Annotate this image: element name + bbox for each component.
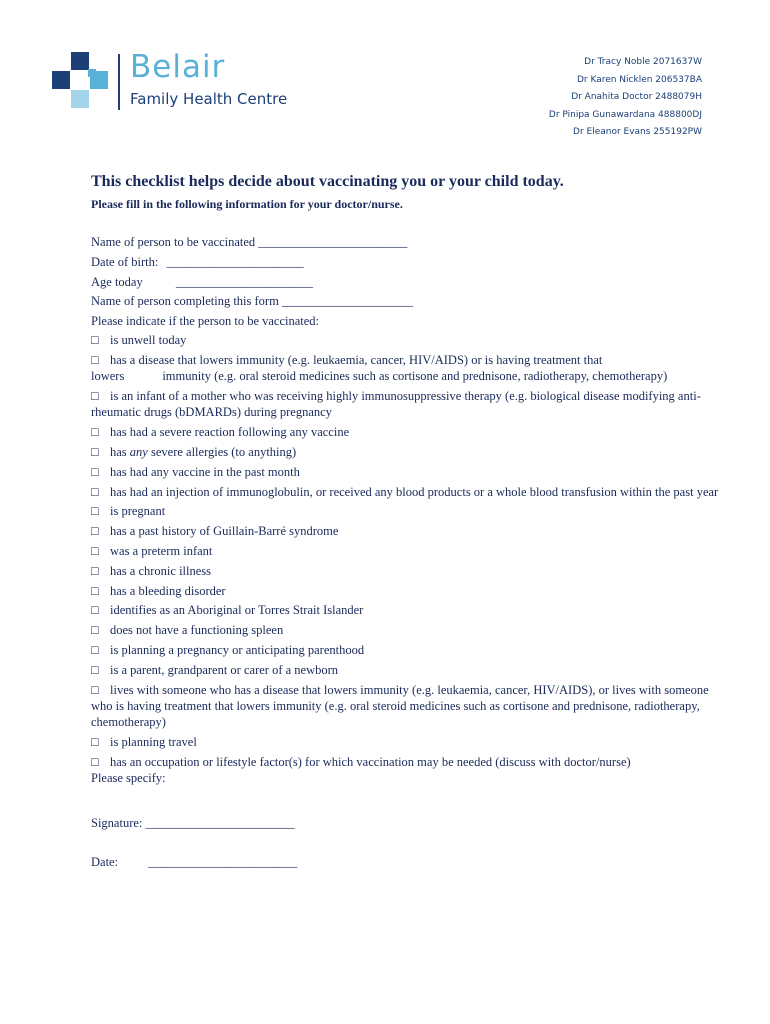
- form-content: [91, 172, 721, 872]
- cross-logo-icon: [52, 52, 108, 108]
- item-label: severe allergies (to anything): [150, 444, 297, 459]
- name-label: Name of person to be vaccinated: [91, 235, 256, 249]
- specify-label: Please specify:: [91, 771, 166, 786]
- checklist-item-aboriginal: [91, 602, 721, 618]
- checkbox[interactable]: □: [91, 754, 99, 769]
- age-field-row: [91, 273, 721, 293]
- checklist-item-chronic: [91, 563, 721, 579]
- checkbox[interactable]: □: [91, 388, 99, 403]
- completer-label: Name of person completing this form: [91, 294, 279, 309]
- item-label: has had any vaccine in the past month: [110, 464, 300, 479]
- date-row: [91, 852, 721, 872]
- item-label: has a chronic illness: [110, 563, 212, 578]
- item-label: immunity (e.g. oral steroid medicines such as cortisone and prednisone, radiotherapy, chemotherapy): [162, 369, 668, 384]
- personal-fields: [91, 233, 721, 332]
- checkbox[interactable]: □: [91, 444, 99, 459]
- checklist-item-occupation: [91, 754, 721, 787]
- checkbox[interactable]: □: [91, 563, 99, 578]
- item-label: identifies as an Aboriginal or Torres Strait Islander: [110, 603, 364, 618]
- checklist-items: [91, 332, 721, 787]
- item-label: has had an injection of immunoglobulin, or received any blood products or a whole blood transfusion within the past year: [110, 484, 719, 499]
- item-label: is planning a pregnancy or anticipating parenthood: [110, 642, 365, 657]
- checklist-item-unwell: [91, 332, 721, 348]
- item-label: has a past history of Guillain-Barré syndrome: [110, 524, 339, 539]
- item-label: is a parent, grandparent or carer of a newborn: [110, 662, 339, 677]
- checklist-item-pregnant: [91, 503, 721, 519]
- doctor-entry: Dr Eleanor Evans 255192PW: [573, 127, 702, 137]
- item-label: does not have a functioning spleen: [110, 623, 284, 638]
- checkbox[interactable]: □: [91, 464, 99, 479]
- checklist-item-travel: [91, 734, 721, 750]
- item-label: has a bleeding disorder: [110, 583, 226, 598]
- checklist-item-immunity: [91, 352, 721, 385]
- checklist-item-newborn: [91, 662, 721, 678]
- checklist-item-planning-pregnancy: [91, 642, 721, 658]
- doctor-entry: Dr Pinipa Gunawardana 488800DJ: [548, 109, 702, 120]
- date-blank[interactable]: _________________________: [148, 854, 297, 869]
- item-label: is unwell today: [110, 332, 187, 347]
- name-blank[interactable]: _________________________: [258, 235, 408, 249]
- checklist-item-bleeding: [91, 583, 721, 599]
- signature-row: [91, 813, 721, 833]
- checkbox[interactable]: □: [91, 682, 99, 697]
- dob-blank[interactable]: _______________________: [166, 254, 304, 269]
- checkbox[interactable]: □: [91, 524, 99, 539]
- item-label: has a disease that lowers immunity (e.g. leukaemia, cancer, HIV/AIDS) or is having treatment that: [110, 352, 603, 367]
- item-label: lives with someone who has a disease that lowers immunity (e.g. leukaemia, cancer, HIV/AIDS), or lives with someone who is having treatment that lowers immunity (e.g. oral steroid medicines such as cortisone and prednisone, radiotherapy, chemotherapy): [91, 682, 709, 730]
- doctor-list: [549, 54, 702, 142]
- logo-name: Belair: [130, 49, 226, 85]
- checkbox[interactable]: □: [91, 603, 99, 618]
- belair-logo: [52, 49, 322, 114]
- form-title: This checklist helps decide about vaccinating you or your child today.: [91, 173, 564, 190]
- checklist-item-guillain: [91, 523, 721, 539]
- doctor-entry: Dr Anahita Doctor 2488079H: [571, 92, 702, 102]
- checkbox[interactable]: □: [91, 623, 99, 638]
- checklist-item-severe-reaction: [91, 424, 721, 440]
- item-label: has an occupation or lifestyle factor(s) for which vaccination may be needed (discuss with doctor/nurse): [110, 754, 631, 769]
- checklist-item-allergies: [91, 444, 721, 460]
- doctor-entry: Dr Karen Nicklen 206537BA: [576, 74, 702, 85]
- checklist-item-spleen: [91, 622, 721, 638]
- indicate-label: Please indicate if the person to be vaccinated:: [91, 314, 320, 329]
- checklist-item-lives-with: [91, 682, 721, 731]
- checkbox[interactable]: □: [91, 642, 99, 657]
- checkbox[interactable]: □: [91, 352, 99, 367]
- logo-divider: [118, 54, 120, 110]
- item-label: lowers: [91, 369, 125, 384]
- item-label: is an infant of a mother who was receiving highly immunosuppressive therapy (e.g. biological disease modifying anti-rheumatic drugs (bDMARDs) during pregnancy: [91, 388, 701, 420]
- age-blank[interactable]: _______________________: [175, 274, 313, 289]
- checkbox[interactable]: □: [91, 484, 99, 499]
- dob-field-row: [91, 253, 721, 273]
- name-field-row: [91, 233, 721, 253]
- item-label: is pregnant: [110, 504, 166, 519]
- checkbox[interactable]: □: [91, 425, 99, 440]
- checkbox[interactable]: □: [91, 735, 99, 750]
- checkbox[interactable]: □: [91, 662, 99, 677]
- age-label: Age today: [91, 274, 143, 289]
- checkbox[interactable]: □: [91, 583, 99, 598]
- checklist-item-immunoglobulin: [91, 484, 721, 500]
- form-subtitle: Please fill in the following information for your doctor/nurse.: [91, 197, 403, 211]
- completer-blank[interactable]: ______________________: [281, 294, 413, 309]
- doctor-entry: Dr Tracy Noble 2071637W: [584, 57, 702, 67]
- signature-blank[interactable]: _________________________: [145, 815, 295, 830]
- item-label: has: [110, 444, 127, 459]
- item-label-emphasis: any: [129, 444, 148, 459]
- date-label: Date:: [91, 854, 119, 869]
- dob-label: Date of birth:: [91, 254, 159, 269]
- item-label: is planning travel: [110, 735, 197, 750]
- checklist-item-infant-mother: [91, 388, 721, 421]
- item-label: has had a severe reaction following any vaccine: [110, 425, 350, 440]
- checkbox[interactable]: □: [91, 504, 99, 519]
- item-label: was a preterm infant: [110, 543, 213, 558]
- completer-field-row: [91, 292, 721, 312]
- checkbox[interactable]: □: [91, 332, 99, 347]
- logo-subtitle: Family Health Centre: [130, 90, 288, 108]
- checklist-item-preterm: [91, 543, 721, 559]
- signature-label: Signature:: [91, 815, 143, 830]
- checklist-item-vaccine-month: [91, 464, 721, 480]
- checkbox[interactable]: □: [91, 543, 99, 558]
